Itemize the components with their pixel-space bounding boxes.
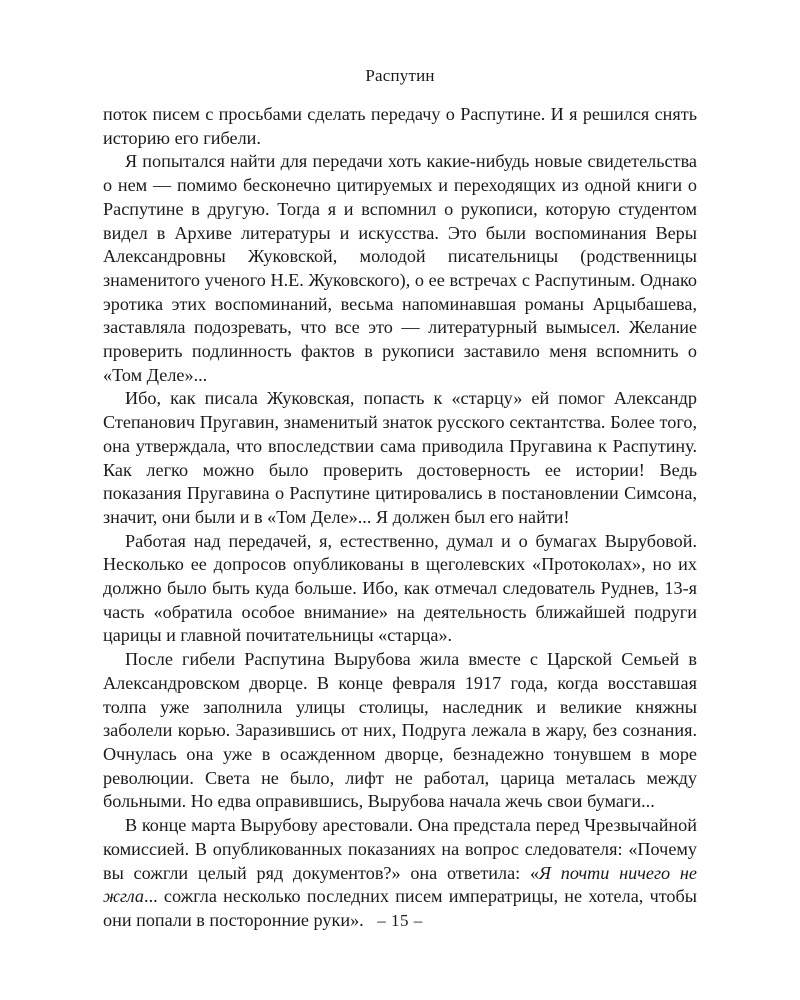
paragraph-6-italic-quote: Я почти ничего не жгла <box>103 862 697 907</box>
paragraph-5: После гибели Распутина Вырубова жила вместе с Царской Семьей в Александровском дворце. В конце февраля 1917 года, когда восставшая толпа уже заполнила улицы столицы, наследник и великие княжны заболели корью. Заразившись от них, Подруга лежала в жару, без сознания. Очнулась она уже в осажденном дворце, безнадежно тонувшем в море революции. Света не было, лифт не работал, царица металась между больными. Но едва оправившись, Вырубова начала жечь свои бумаги... <box>103 649 697 812</box>
body-text <box>103 103 697 933</box>
paragraph-3: Ибо, как писала Жуковская, попасть к «старцу» ей помог Александр Степанович Пругавин, знаменитый знаток русского сектантства. Более того, она утверждала, что впоследствии сама приводила Пругавина к Распутину. Как легко можно было проверить достоверность ее истории! Ведь показания Пругавина о Распутине цитировались в постановлении Симсона, значит, они были и в «Том Деле»... Я должен был его найти! <box>103 388 697 527</box>
paragraph-1: поток писем с просьбами сделать передачу о Распутине. И я решился снять историю его гибели. <box>103 104 697 148</box>
paragraph-6-start: В конце марта Вырубову арестовали. Она предстала перед Чрезвычайной комиссией. В опубликованных показаниях на вопрос следователя: «Почему вы сожгли целый ряд документов?» она ответила: « <box>103 815 697 883</box>
running-head: Распутин <box>365 66 435 85</box>
paragraph-4: Работая над передачей, я, естественно, думал и о бумагах Вырубовой. Несколько ее допросов опубликованы в щеголевских «Протоколах», но их должно было быть куда больше. Ибо, как отмечал следователь Руднев, 13-я часть «обратила особое внимание» на деятельность ближайшей подруги царицы и главной почитательницы «старца». <box>103 530 697 646</box>
paragraph-2: Я попытался найти для передачи хоть какие-нибудь новые свидетельства о нем — помимо бесконечно цитируемых и переходящих из одной книги о Распутине в другую. Тогда я и вспомнил о рукописи, которую студентом видел в Архиве литературы и искусства. Это были воспоминания Веры Александровны Жуковской, молодой писательницы (родственницы знаменитого ученого Н.Е. Жуковского), о ее встречах с Распутиным. Однако эротика этих воспоминаний, весьма напоминавшая романы Арцыбашева, заставляла подозревать, что все это — литературный вымысел. Желание проверить подлинность фактов в рукописи заставило меня вспомнить о «Том Деле»... <box>103 151 697 385</box>
paragraph-6-end: ... сожгла несколько последних писем императрицы, не хотела, чтобы они попали в посторонние руки». <box>103 886 697 930</box>
page-number: – 15 – <box>377 911 423 930</box>
